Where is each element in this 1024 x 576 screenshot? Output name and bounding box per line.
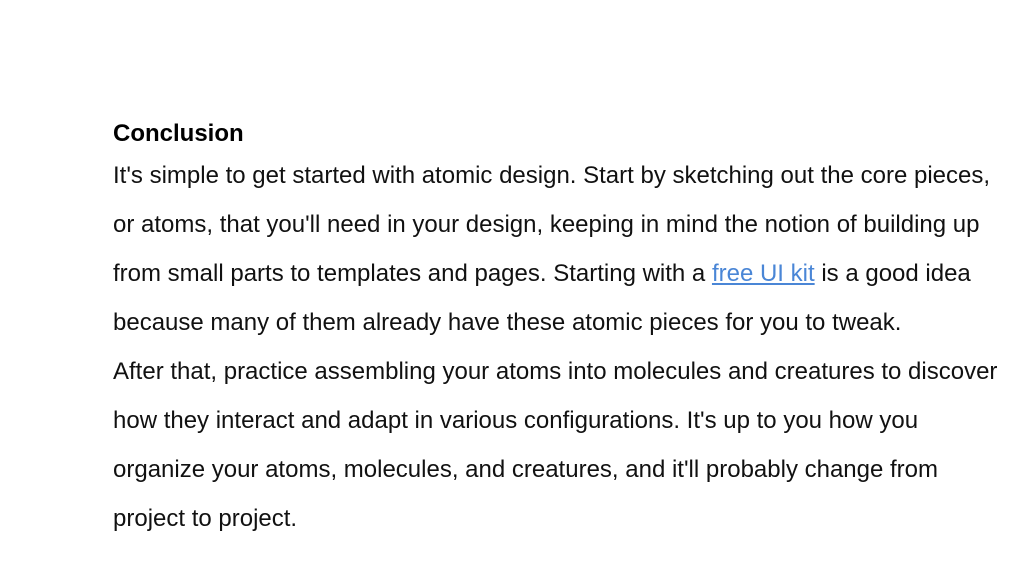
paragraph-1-text-after-link: is a good idea because many of them already have these atomic pieces for you to tweak.	[113, 260, 971, 336]
paragraph-1-text-before-link: It's simple to get started with atomic design. Start by sketching out the core pieces, or atoms, that you'll need in your design, keeping in mind the notion of building up from small parts to templates and pages. Starting with a	[113, 162, 991, 287]
article-section	[113, 119, 1013, 543]
section-heading: Conclusion	[113, 120, 244, 147]
paragraph-2: After that, practice assembling your atoms into molecules and creatures to discover how they interact and adapt in various configurations. It's up to you how you organize your atoms, molecules, and creatures, and it'll probably change from project to project.	[113, 358, 998, 532]
paragraph-1	[113, 151, 1013, 347]
free-ui-kit-link[interactable]: free UI kit	[711, 260, 815, 287]
